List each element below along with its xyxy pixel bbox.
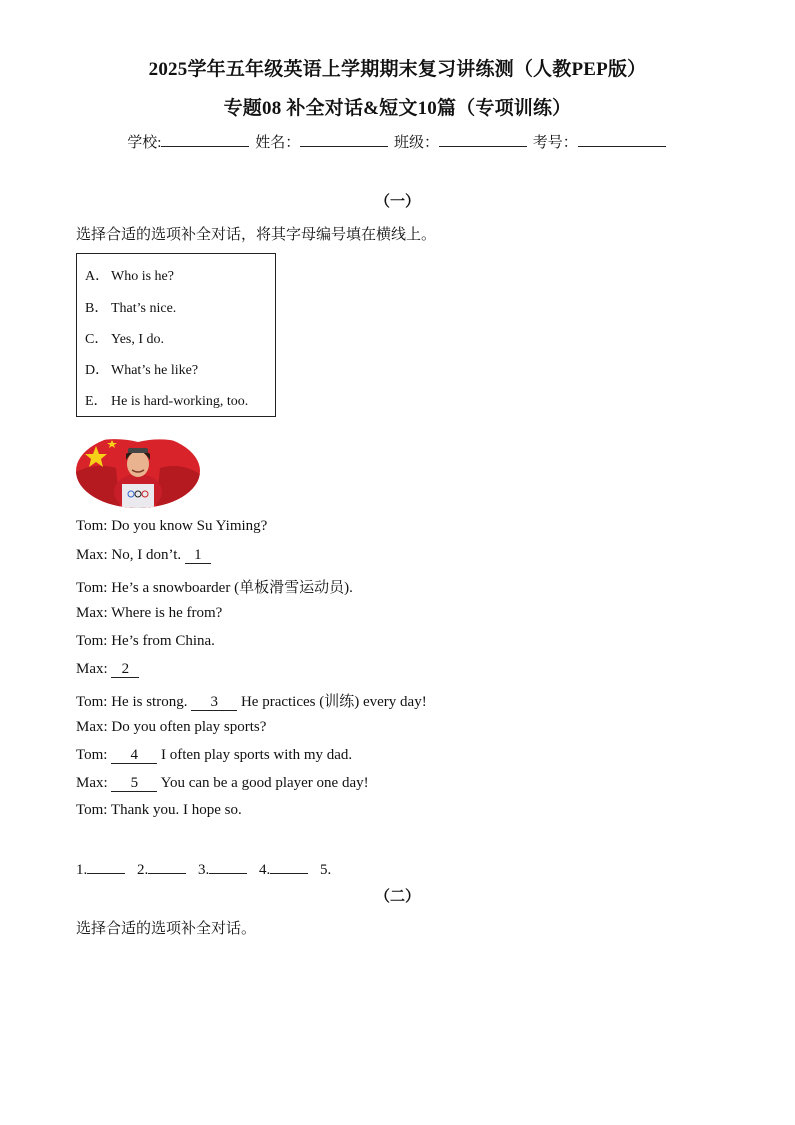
answer-gap-1: 1 — [185, 548, 211, 564]
section-instruction-2: 选择合适的选项补全对话。 — [76, 921, 257, 937]
dialogue-line-11: Tom: Thank you. I hope so. — [76, 802, 242, 818]
answer-blank-2 — [148, 859, 186, 874]
option-a: A． Who is he? — [85, 269, 174, 284]
answer-blank-4 — [270, 859, 308, 874]
answer-gap-4: 4 — [111, 748, 157, 764]
option-e: E． He is hard-working, too. — [85, 394, 249, 409]
dialogue-line-8: Max: Do you often play sports? — [76, 719, 267, 735]
section-heading-1: （一） — [374, 194, 420, 210]
dialogue-line-9: Tom: 4 I often play sports with my dad. — [76, 747, 353, 763]
option-c: C． Yes, I do. — [85, 332, 165, 347]
dialogue-line-2: Max: No, I don’t. 1 — [76, 547, 211, 564]
dialogue-line-10: Max: 5 You can be a good player one day! — [76, 775, 369, 791]
answer-row — [76, 859, 331, 879]
dialogue-line-3: Tom: He’s a snowboarder (单板滑雪运动员). — [76, 580, 353, 596]
answer-label-5: 5. — [320, 862, 332, 878]
name-label: 姓名： — [255, 135, 301, 151]
dialogue-line-7: Tom: He is strong. 3 He practices (训练) every day! — [76, 694, 427, 710]
answer-label-1: 1. — [76, 862, 88, 878]
school-label: 学校: — [127, 135, 162, 151]
dialogue-line-5: Tom: He’s from China. — [76, 633, 215, 649]
answer-label-4: 4. — [259, 862, 271, 878]
exam-number-blank — [578, 132, 666, 147]
option-b: B． That’s nice. — [85, 301, 177, 316]
page-subtitle: 专题08 补全对话&短文10篇（专项训练） — [223, 98, 572, 119]
answer-blank-1 — [87, 859, 125, 874]
class-blank — [439, 132, 527, 147]
section-instruction-1: 选择合适的选项补全对话，将其字母编号填在横线上。 — [76, 227, 437, 243]
name-blank — [300, 132, 388, 147]
dialogue-line-6: Max: 2 — [76, 661, 139, 678]
options-box — [76, 253, 276, 417]
school-blank — [161, 132, 249, 147]
dialogue-line-4: Max: Where is he from? — [76, 605, 223, 621]
student-info-row — [0, 131, 795, 152]
page-title: 2025学年五年级英语上学期期末复习讲练测（人教PEP版） — [148, 59, 647, 80]
answer-label-2: 2. — [137, 862, 149, 878]
dialogue-line-1: Tom: Do you know Su Yiming? — [76, 518, 268, 534]
answer-gap-2: 2 — [111, 662, 139, 678]
class-label: 班级： — [393, 135, 439, 151]
answer-blank-3 — [209, 859, 247, 874]
exam-number-label: 考号： — [532, 135, 578, 151]
answer-gap-5: 5 — [111, 776, 157, 792]
answer-gap-3: 3 — [191, 695, 237, 711]
section-heading-2: （二） — [374, 889, 420, 905]
option-d: D． What’s he like? — [85, 363, 199, 378]
athlete-photo — [76, 432, 200, 508]
answer-label-3: 3. — [198, 862, 210, 878]
